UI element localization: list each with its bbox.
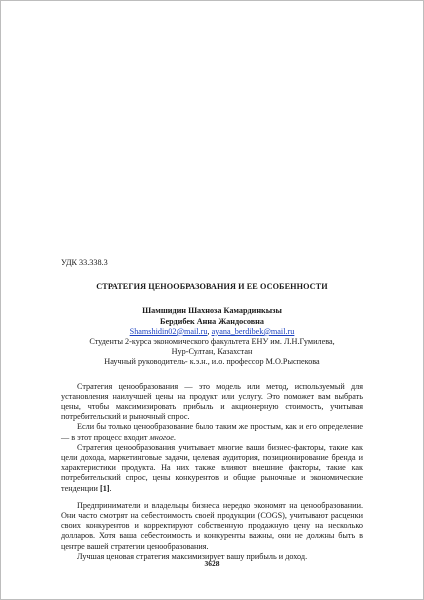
email-link[interactable]: ayana_berdibek@mail.ru (211, 326, 295, 336)
author-emails (61, 327, 363, 337)
udk-code: УДК 33.338.3 (61, 258, 108, 267)
author-name: Шамшидин Шахноза Камардинкызы (142, 306, 282, 316)
article-title: СТРАТЕГИЯ ЦЕНООБРАЗОВАНИЯ И ЕЕ ОСОБЕННОСТИ (96, 282, 328, 292)
paragraph-text: Если бы только ценообразование было таким же простым, как и его определение — в этот процесс входит (61, 422, 363, 442)
body-paragraph (61, 422, 363, 442)
body-paragraph: Предприниматели и владельцы бизнеса нередко экономят на ценообразовании. Они часто смотрят на себестоимость своей продукции (COGS), учитывают расценки своих конкурентов и корректируют собственную продажную цену на несколько долларов. Хотя ваша себестоимость и конкуренты важны, они не должны быть в центре вашей стратегии ценообразования. (61, 500, 363, 551)
emphasis-text: многое (149, 432, 174, 442)
paragraph-text: . (109, 483, 112, 493)
body-paragraph: Лучшая ценовая стратегия максимизирует вашу прибыль и доход. (77, 551, 308, 561)
body-paragraph (61, 443, 363, 494)
article-body (61, 258, 363, 562)
affiliation-line: Студенты 2-курса экономического факультета ЕНУ им. Л.Н.Гумилева, (89, 337, 335, 347)
email-link[interactable]: Shamshidin02@mail.ru (129, 326, 208, 336)
paragraph-text: . (173, 432, 176, 442)
supervisor-line: Научный руководитель- к.э.н., и.о. профессор М.О.Рыспекова (104, 357, 320, 367)
email-separator: , (207, 326, 212, 336)
author-name: Бердибек Анна Жандосовна (160, 316, 264, 326)
affiliation-line: Нур-Султан, Казахстан (171, 347, 253, 357)
citation-ref: [1] (99, 483, 110, 493)
body-paragraph: Стратегия ценообразования — это модель или метод, используемый для установления наилучшей цены на продукт или услугу. Это поможет вам выбрать цены, чтобы максимизировать прибыль и акционерную стоимость, учитывая потребительский и рыночный спрос. (61, 381, 363, 422)
paragraph-text: Стратегия ценообразования учитывает многие ваши бизнес-факторы, такие как цели дохода, маркетинговые задачи, целевая аудитория, позиционирование бренда и характеристики продукта. На них также влияют внешние факторы, такие как потребительский спрос, цены конкурентов и общие рыночные и экономические тенденции (61, 442, 363, 493)
page-number: 3628 (204, 559, 220, 568)
